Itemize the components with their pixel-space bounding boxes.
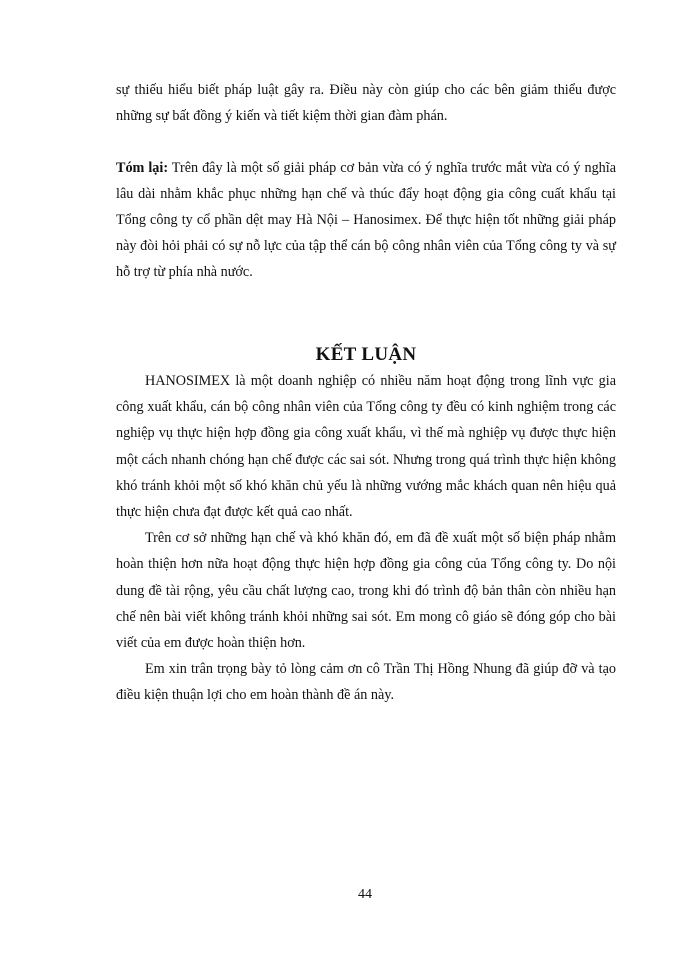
conclusion-body	[116, 368, 616, 709]
conclusion-paragraph-2: Trên cơ sở những hạn chế và khó khăn đó, em đã đề xuất một số biện pháp nhằm hoàn thiện hơn nữa hoạt động thực hiện hợp đồng gia công của Tổng công ty. Do nội dung đề tài rộng, yêu cầu chất lượng cao, trong khi đó trình độ bản thân còn nhiều hạn chế nên bài viết không tránh khỏi những sai sót. Em mong cô giáo sẽ đóng góp cho bài viết của em được hoàn thiện hơn.	[116, 530, 616, 652]
continuation-paragraph: sự thiếu hiểu biết pháp luật gây ra. Điều này còn giúp cho các bên giảm thiểu được những sự bất đồng ý kiến và tiết kiệm thời gian đàm phán.	[116, 82, 616, 124]
summary-text: Trên đây là một số giải pháp cơ bản vừa có ý nghĩa trước mắt vừa có ý nghĩa lâu dài nhằm khắc phục những hạn chế và thúc đẩy hoạt động gia công cuất khẩu tại Tổng công ty cổ phần dệt may Hà Nội – Hanosimex. Để thực hiện tốt những giải pháp này đòi hỏi phải có sự nỗ lực của tập thể cán bộ công nhân viên của Tổng công ty và sự hỗ trợ từ phía nhà nước.	[116, 160, 617, 280]
page-number: 44	[358, 887, 372, 902]
conclusion-paragraph-3: Em xin trân trọng bày tỏ lòng cảm ơn cô Trần Thị Hồng Nhung đã giúp đỡ và tạo điều kiện thuận lợi cho em hoàn thành đề án này.	[116, 661, 616, 704]
summary-label: Tóm lại:	[116, 160, 169, 176]
summary-paragraph	[116, 155, 616, 285]
conclusion-heading: KẾT LUẬN	[315, 344, 417, 365]
conclusion-paragraph-1: HANOSIMEX là một doanh nghiệp có nhiều năm hoạt động trong lĩnh vực gia công xuất khẩu, cán bộ công nhân viên của Tổng công ty đều có kinh nghiệm trong các nghiệp vụ thực hiện hợp đồng gia công xuất khẩu, vì thế mà nghiệp vụ được thực hiện một cách nhanh chóng hạn chế được các sai sót. Nhưng trong quá trình thực hiện không khó tránh khỏi một số khó khăn chủ yếu là những vướng mắc khách quan nên hiệu quả thực hiện chưa đạt được kết quả cao nhất.	[116, 373, 616, 521]
